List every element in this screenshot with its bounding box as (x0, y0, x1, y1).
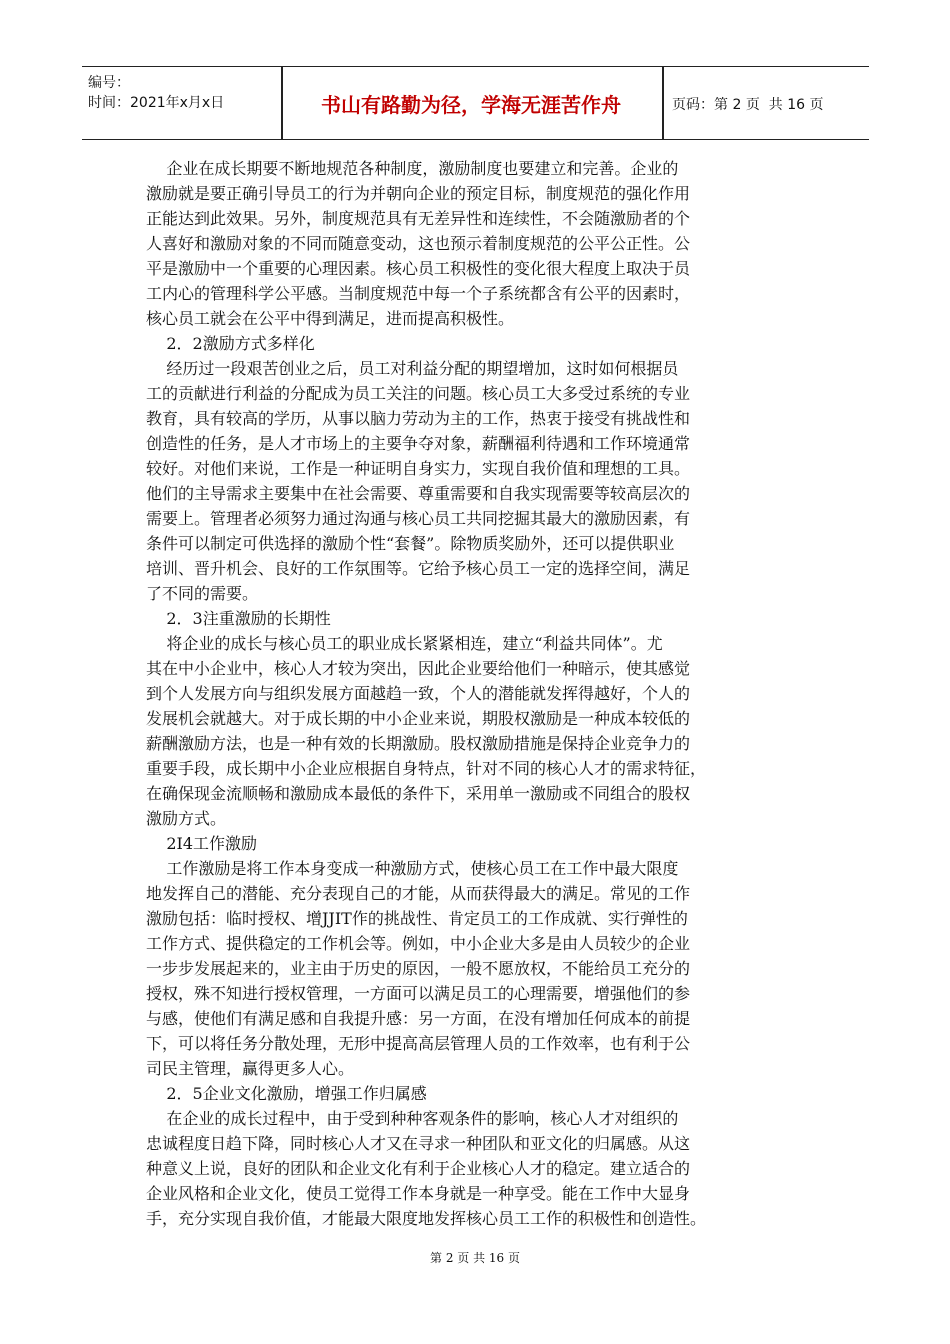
text-line: 2．2激励方式多样化 (146, 334, 315, 353)
text-line: 工作激励是将工作本身变成一种激励方式，使核心员工在工作中最大限度 (146, 859, 679, 878)
text-line: 薪酬激励方法，也是一种有效的长期激励。股权激励措施是保持企业竞争力的 (146, 734, 691, 753)
text-line: 手，充分实现自我价值，才能最大限度地发挥核心员工工作的积极性和创造性。 (146, 1209, 707, 1228)
text-line: 激励包括：临时授权、增JJIT作的挑战性、肯定员工的工作成就、实行弹性的 (146, 909, 688, 928)
text-line: 企业风格和企业文化，使员工觉得工作本身就是一种享受。能在工作中大显身 (146, 1184, 691, 1203)
text-line: 一步步发展起来的，业主由于历史的原因，一般不愿放权，不能给员工充分的 (146, 959, 691, 978)
text-line: 创造性的任务，是人才市场上的主要争夺对象，薪酬福利待遇和工作环境通常 (146, 434, 691, 453)
text-line: 在确保现金流顺畅和激励成本最低的条件下，采用单一激励或不同组合的股权 (146, 784, 691, 803)
page-current: 2 (732, 97, 742, 113)
text-line: 培训、晋升机会、良好的工作氛围等。它给予核心员工一定的选择空间，满足 (146, 559, 691, 578)
text-line: 他们的主导需求主要集中在社会需要、尊重需要和自我实现需要等较高层次的 (146, 484, 691, 503)
header-motto: 书山有路勤为径，学海无涯苦作舟 (321, 93, 621, 117)
text-line: 2．5企业文化激励，增强工作归属感 (146, 1084, 427, 1103)
document-body (146, 156, 810, 1231)
text-line: 将企业的成长与核心员工的职业成长紧紧相连，建立“利益共同体”。尤 (146, 634, 663, 653)
text-line: 到个人发展方向与组织发展方面越趋一致，个人的潜能就发挥得越好，个人的 (146, 684, 691, 703)
text-line: 种意义上说，良好的团队和企业文化有利于企业核心人才的稳定。建立适合的 (146, 1159, 691, 1178)
text-line: 下，可以将任务分散处理，无形中提高高层管理人员的工作效率，也有利于公 (146, 1034, 691, 1053)
text-line: 工内心的管理科学公平感。当制度规范中每一个子系统都含有公平的因素时， (146, 284, 691, 303)
text-line: 2．3注重激励的长期性 (146, 609, 331, 628)
document-date-label: 时间：2021年x月x日 (88, 95, 225, 111)
text-line: 企业在成长期要不断地规范各种制度，激励制度也要建立和完善。企业的 (146, 159, 679, 178)
text-line: 地发挥自己的潜能、充分表现自己的才能，从而获得最大的满足。常见的工作 (146, 884, 691, 903)
text-line: 忠诚程度日趋下降，同时核心人才又在寻求一种团队和亚文化的归属感。从这 (146, 1134, 691, 1153)
text-line: 2I4工作激励 (146, 834, 258, 853)
text-line: 工作方式、提供稳定的工作机会等。例如，中小企业大多是由人员较少的企业 (146, 934, 691, 953)
text-line: 在企业的成长过程中，由于受到种种客观条件的影响，核心人才对组织的 (146, 1109, 679, 1128)
text-line: 较好。对他们来说，工作是一种证明自身实力，实现自我价值和理想的工具。 (146, 459, 691, 478)
text-line: 了不同的需要。 (146, 584, 259, 603)
header-meta (88, 73, 278, 113)
page-mid: 页 共 (745, 97, 783, 113)
text-line: 核心员工就会在公平中得到满足，进而提高积极性。 (146, 309, 515, 328)
page-end: 页 (809, 97, 824, 113)
text-line: 重要手段，成长期中小企业应根据自身特点，针对不同的核心人才的需求特征， (146, 759, 707, 778)
text-line: 教育，具有较高的学历，从事以脑力劳动为主的工作，热衷于接受有挑战性和 (146, 409, 691, 428)
page-footer: 第 2 页 共 16 页 (430, 1251, 520, 1265)
text-line: 与感，使他们有满足感和自我提升感：另一方面，在没有增加任何成本的前提 (146, 1009, 691, 1028)
text-line: 需要上。管理者必须努力通过沟通与核心员工共同挖掘其最大的激励因素，有 (146, 509, 691, 528)
text-line: 条件可以制定可供选择的激励个性“套餐”。除物质奖励外，还可以提供职业 (146, 534, 675, 553)
text-line: 经历过一段艰苦创业之后，员工对利益分配的期望增加，这时如何根据员 (146, 359, 679, 378)
text-line: 司民主管理，赢得更多人心。 (146, 1059, 355, 1078)
text-line: 授权，殊不知进行授权管理，一方面可以满足员工的心理需要，增强他们的参 (146, 984, 691, 1003)
page-header (82, 66, 869, 140)
page-label: 页码：第 (672, 97, 728, 113)
page-total: 16 (787, 97, 806, 113)
text-line: 激励方式。 (146, 809, 227, 828)
text-line: 人喜好和激励对象的不同而随意变动，这也预示着制度规范的公平公正性。公 (146, 234, 691, 253)
text-line: 激励就是要正确引导员工的行为并朝向企业的预定目标，制度规范的强化作用 (146, 184, 691, 203)
text-line: 工的贡献进行利益的分配成为员工关注的问题。核心员工大多受过系统的专业 (146, 384, 691, 403)
text-line: 正能达到此效果。另外，制度规范具有无差异性和连续性，不会随激励者的个 (146, 209, 691, 228)
text-line: 其在中小企业中，核心人才较为突出，因此企业要给他们一种暗示，使其感觉 (146, 659, 691, 678)
document-number-label: 编号： (88, 75, 130, 91)
text-line: 发展机会就越大。对于成长期的中小企业来说，期股权激励是一种成本较低的 (146, 709, 691, 728)
text-line: 平是激励中一个重要的心理因素。核心员工积极性的变化很大程度上取决于员 (146, 259, 691, 278)
header-page-info (672, 94, 823, 114)
header-divider-right (662, 67, 664, 139)
